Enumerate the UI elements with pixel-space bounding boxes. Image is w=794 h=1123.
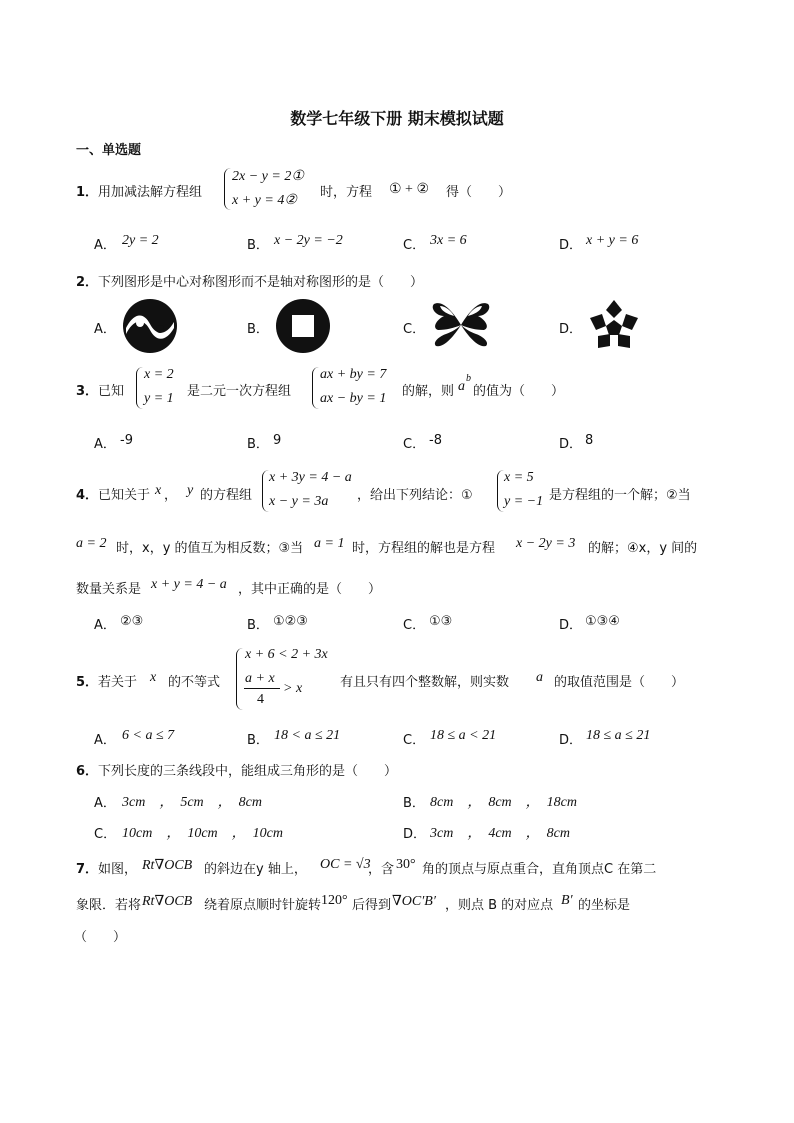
equation: x + y = 4②: [232, 193, 297, 208]
option-label: A．: [94, 322, 116, 337]
option-text: x − 2y = −2: [274, 233, 343, 248]
math-inline: x + y = 4 − a: [151, 577, 227, 592]
question-text: ，含: [368, 862, 395, 877]
option-text: 8cm ， 8cm ， 18cm: [430, 795, 577, 810]
question-text: 的方程组: [200, 488, 253, 503]
math-inline: ∇OC′B′: [392, 894, 436, 909]
question-text: 数量关系是: [76, 582, 142, 597]
math-inline: 120°: [321, 893, 348, 908]
question-text: 后得到: [352, 898, 392, 913]
answer-bracket: （ ）: [74, 930, 127, 945]
question-text: 得（ ）: [446, 185, 512, 200]
option-label: C．: [403, 238, 426, 253]
question-text: 的不等式: [168, 675, 221, 690]
option-text: 3cm ， 4cm ， 8cm: [430, 826, 570, 841]
butterfly-knot-figure: [430, 296, 492, 354]
option-text: ①③: [429, 614, 453, 629]
question-number: 4．: [76, 488, 99, 503]
math-inline: a = 2: [76, 536, 107, 551]
equation-brace: [312, 367, 320, 409]
question-text: ，其中正确的是（ ）: [238, 582, 382, 597]
option-label: D．: [559, 618, 583, 633]
question-text: 已知关于: [98, 488, 151, 503]
question-text: 时，x，y 的值互为相反数；③当: [116, 541, 304, 556]
option-label: D．: [559, 437, 583, 452]
option-label: D．: [559, 733, 583, 748]
option-text: 2y = 2: [122, 233, 159, 248]
equation-brace: [224, 168, 232, 210]
option-label: C．: [403, 733, 426, 748]
question-text: 有且只有四个整数解，则实数: [340, 675, 510, 690]
variable: y: [187, 483, 194, 498]
equation: x + 3y = 4 − a: [269, 470, 352, 485]
variable: a: [536, 670, 543, 685]
option-text: -9: [120, 433, 133, 448]
expression: ① + ②: [389, 182, 429, 197]
math-inline: Rt∇OCB: [142, 894, 193, 909]
question-text: 已知: [98, 384, 125, 399]
question-text: 下列长度的三条线段中，能组成三角形的是（ ）: [98, 764, 398, 779]
option-text: 3cm ， 5cm ， 8cm: [122, 795, 262, 810]
option-label: B．: [247, 238, 269, 253]
option-text: 10cm ， 10cm ， 10cm: [122, 826, 283, 841]
question-text: 用加减法解方程组: [98, 185, 203, 200]
math-inline: Rt∇OCB: [142, 858, 193, 873]
equation: y = −1: [504, 494, 544, 509]
option-text: 18 ≤ a ≤ 21: [586, 728, 651, 743]
question-text: ，给出下列结论：①: [357, 488, 473, 503]
question-text: 如图，: [98, 862, 138, 877]
option-label: C．: [403, 322, 426, 337]
option-label: D．: [403, 827, 427, 842]
equation: y = 1: [144, 391, 174, 406]
coin-square-hole-figure: [275, 298, 331, 354]
option-text: ②③: [120, 614, 144, 629]
variable: x: [155, 483, 162, 498]
question-text: 的值为（ ）: [473, 384, 565, 399]
option-text: 3x = 6: [430, 233, 467, 248]
question-text: 时，方程组的解也是方程: [352, 541, 496, 556]
option-text: x + y = 6: [586, 233, 639, 248]
question-text: 是二元一次方程组: [187, 384, 292, 399]
equation-brace: [136, 367, 144, 409]
math-inline: B′: [561, 893, 573, 908]
equation: x = 5: [504, 470, 534, 485]
math-inline: OC = √3: [320, 857, 371, 872]
inequality: x + 6 < 2 + 3x: [245, 647, 328, 662]
question-number: 1．: [76, 185, 99, 200]
question-text: 下列图形是中心对称图形而不是轴对称图形的是（ ）: [98, 275, 424, 290]
question-text: 象限．若将: [76, 898, 142, 913]
option-label: C．: [94, 827, 117, 842]
question-text: 是方程组的一个解；②当: [549, 488, 691, 503]
question-number: 5．: [76, 675, 99, 690]
question-text: 若关于: [98, 675, 138, 690]
math-inline: 30°: [396, 857, 416, 872]
section-heading: 一、单选题: [76, 143, 142, 158]
equation: ax − by = 1: [320, 391, 387, 406]
option-label: A．: [94, 796, 116, 811]
question-number: 6．: [76, 764, 99, 779]
question-text: 的取值范围是（ ）: [554, 675, 685, 690]
question-number: 7．: [76, 862, 99, 877]
option-label: B．: [247, 322, 269, 337]
option-text: -8: [429, 433, 442, 448]
question-text: 时，方程: [320, 185, 373, 200]
equation: x − y = 3a: [269, 494, 329, 509]
option-label: B．: [247, 618, 269, 633]
equation: ax + by = 7: [320, 367, 387, 382]
power-exponent: b: [466, 373, 471, 384]
pentagon-flower-figure: [586, 298, 642, 354]
option-label: C．: [403, 437, 426, 452]
option-label: A．: [94, 618, 116, 633]
equation: x = 2: [144, 367, 174, 382]
option-text: 9: [273, 433, 282, 448]
option-label: D．: [559, 322, 583, 337]
question-text: 的解，则: [402, 384, 455, 399]
option-label: A．: [94, 733, 116, 748]
fraction-denominator: 4: [257, 692, 264, 707]
option-text: ①③④: [585, 614, 620, 629]
option-text: 8: [585, 433, 594, 448]
equation: 2x − y = 2①: [232, 169, 304, 184]
question-text: 的坐标是: [578, 898, 631, 913]
question-text: 角的顶点与原点重合，直角顶点C 在第二: [422, 862, 657, 877]
option-label: B．: [247, 437, 269, 452]
variable: x: [150, 670, 157, 685]
question-text: ，则点 B 的对应点: [445, 898, 554, 913]
question-number: 2．: [76, 275, 99, 290]
page-title: 数学七年级下册 期末模拟试题: [290, 109, 504, 128]
option-label: A．: [94, 437, 116, 452]
option-label: B．: [403, 796, 425, 811]
power-base: a: [458, 379, 465, 394]
question-number: 3．: [76, 384, 99, 399]
question-text: ，: [164, 488, 178, 503]
question-text: 绕着原点顺时针旋转: [204, 898, 322, 913]
math-inline: x − 2y = 3: [516, 536, 576, 551]
option-text: 18 ≤ a < 21: [430, 728, 497, 743]
inequality-brace: [236, 648, 244, 710]
option-text: ①②③: [273, 614, 308, 629]
option-text: 6 < a ≤ 7: [122, 728, 175, 743]
option-label: B．: [247, 733, 269, 748]
question-text: 的斜边在y 轴上，: [204, 862, 307, 877]
option-label: A．: [94, 238, 116, 253]
question-text: 的解；④x，y 间的: [588, 541, 698, 556]
fraction-bar: [244, 688, 280, 689]
option-text: 18 < a ≤ 21: [274, 728, 341, 743]
math-inline: a = 1: [314, 536, 345, 551]
option-label: C．: [403, 618, 426, 633]
option-label: D．: [559, 238, 583, 253]
fraction-numerator: a + x: [245, 671, 275, 686]
inequality-rest: > x: [283, 681, 303, 696]
yin-yang-wave-figure: [122, 298, 178, 354]
